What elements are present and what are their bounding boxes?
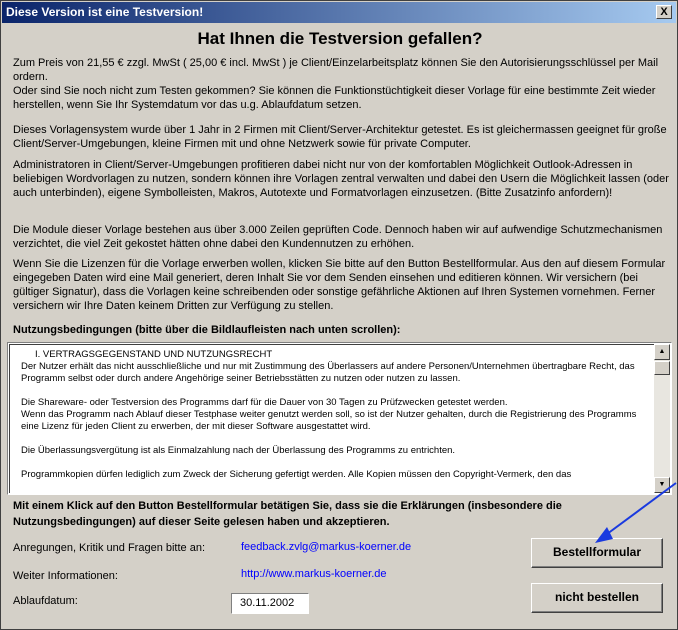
pointer-arrow-icon [581,479,678,551]
feedback-label: Anregungen, Kritik und Fragen bitte an: [13,542,206,554]
confirmation-text: Mit einem Klick auf den Button Bestellformular betätigen Sie, dass sie die Erklärungen (insbesondere die Nutzungsbedingungen) auf dieser Seite gelesen haben und akzeptieren. [13,500,562,528]
terms-paragraph: Die Überlassungsvergütung ist als Einmalzahlung nach der Überlassung des Programms zu entrichten. [21,445,456,456]
terms-section-title: I. VERTRAGSGEGENSTAND UND NUTZUNGSRECHT [35,349,273,360]
license-paragraph: Wenn Sie die Lizenzen für die Vorlage erwerben wollen, klicken Sie bitte auf den Button Bestellformular. Aus den auf diesem Formular eingegeben Daten wird eine Mail generiert, deren Inhalt Sie vor dem Senden einsehen und editieren können. Wir versichern (bei gültiger Signatur), dass die Vorlagen keine schreibenden oder sonstige gefährliche Aktionen auf Ihren Systemen vornehmen. Ferner versichern wir Ihre Daten keinem Dritten zur Verfügung zu stellen. [13,258,666,312]
decline-button[interactable]: nicht bestellen [531,583,663,613]
expiry-label: Ablaufdatum: [13,595,78,607]
admin-paragraph: Administratoren in Client/Server-Umgebungen profitieren dabei nicht nur von der komfortablen Möglichkeit Outlook-Adressen in beliebigen Wordvorlagen zu nutzen, sondern können ihre Vorlagen zentral verwalten und dabei den Usern die Möglichkeit lassen (oder auch unterbinden), eigene Symbolleisten, Makros, Autotexte und Formatvorlagen einzusetzen. (Bitte Zusatzinfo anfordern)! [13,159,669,199]
expiry-date-field[interactable]: 30.11.2002 [231,593,309,614]
price-paragraph: Zum Preis von 21,55 € zzgl. MwSt ( 25,00 € incl. MwSt ) je Client/Einzelarbeitsplatz können Sie den Autorisierungsschlüssel per Mail ordern. Oder sind Sie noch nicht zum Testen gekommen? Sie können die Funktionstüchtigkeit dieser Vorlage für eine bestimmte Zeit wieder herstellen, wenn Sie Ihr Systemdatum vor das u.g. Ablaufdatum setzen. [13,57,659,111]
vertical-scrollbar[interactable] [654,344,670,493]
headline: Hat Ihnen die Testversion gefallen? [197,29,483,48]
terms-textarea[interactable] [7,342,672,495]
title-bar[interactable] [2,2,676,23]
terms-paragraph: Programmkopien dürfen lediglich zum Zweck der Sicherung gefertigt werden. Alle Kopien müssen den Copyright-Vermerk, den das [21,469,572,480]
website-link[interactable]: http://www.markus-koerner.de [241,568,387,580]
feedback-email-link[interactable]: feedback.zvlg@markus-koerner.de [241,541,412,553]
modules-paragraph: Die Module dieser Vorlage bestehen aus über 3.000 Zeilen geprüften Code. Dennoch haben wir auf aufwendige Schutzmechanismen verzichtet, die viel Zeit gekostet hätten ohne dabei den Kundennutzen zu erhöhen. [13,224,663,250]
terms-paragraph: Der Nutzer erhält das nicht ausschließliche und nur mit Zustimmung des Überlassers auf andere Personen/Unternehmen übertragbare Recht, das Programm selbst oder durch andere Angehörige seiner Betriebsstätten zu nutzen oder nutzen zu lassen. [21,361,635,384]
info-label: Weiter Informationen: [13,570,118,582]
scroll-down-button[interactable]: ▼ [654,477,670,493]
scroll-up-button[interactable]: ▲ [654,344,670,360]
window-title: Diese Version ist eine Testversion! [6,5,204,19]
close-button[interactable]: X [656,5,672,19]
terms-paragraph: Die Shareware- oder Testversion des Programms darf für die Dauer von 30 Tagen zu Prüfzwecken getestet werden. Wenn das Programm nach Ablauf dieser Testphase weiter genutzt werden soll, so ist der Nutzer gehalten, durch die Registrierung des Programms eine Lizenz für jeden Client zu erwerben, der mit dieser Software ausgestattet wird. [21,397,637,432]
scroll-thumb[interactable] [654,361,670,375]
tested-paragraph: Dieses Vorlagensystem wurde über 1 Jahr in 2 Firmen mit Client/Server-Architektur getestet. Es ist gleichermassen geeignet für große Client/Server-Umgebungen, kleine Firmen mit und ohne Netzwerk sowie für private Computer. [13,124,667,150]
terms-heading: Nutzungsbedingungen (bitte über die Bildlaufleisten nach unten scrollen): [13,324,401,336]
order-form-button[interactable]: Bestellformular [531,538,663,568]
